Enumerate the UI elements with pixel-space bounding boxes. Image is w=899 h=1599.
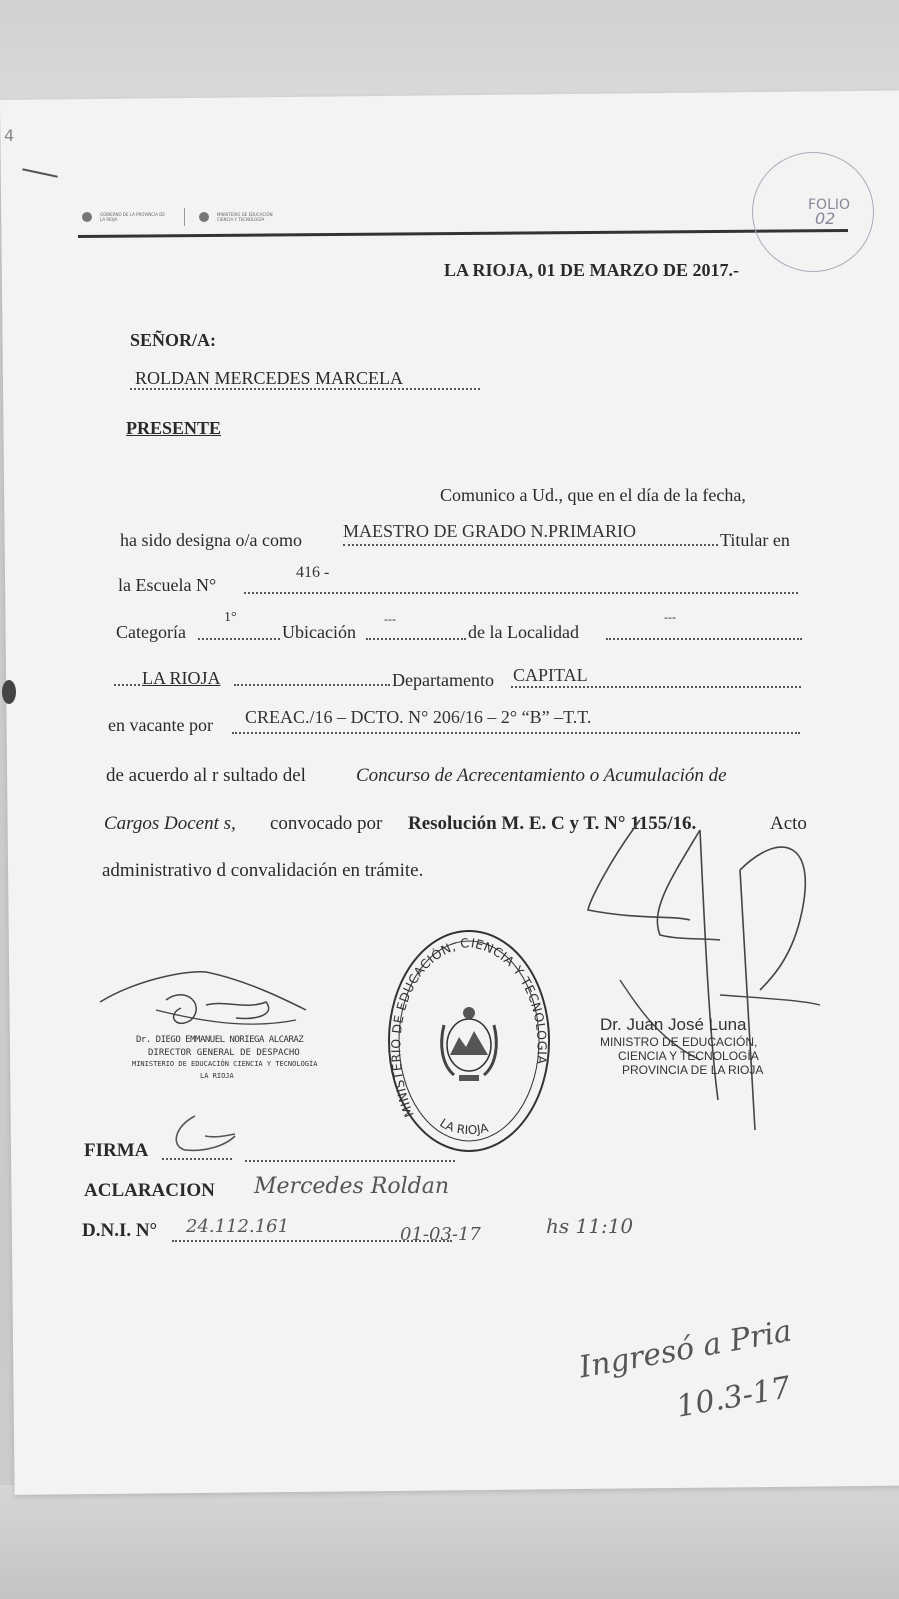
minister-title-3: PROVINCIA DE LA RIOJA [622,1063,764,1077]
letterhead-logos [82,208,287,226]
departamento-dotted-line [511,686,801,688]
ubicacion-label: Ubicación [282,622,356,642]
director-role: DIRECTOR GENERAL DE DESPACHO [148,1048,300,1058]
province-logo-icon [82,212,92,222]
body-line-2-prefix: ha sido designa o/a como [120,530,302,550]
localidad-label: de la Localidad [468,622,579,642]
folio-stamp [752,152,874,272]
minister-signature-block [600,1015,763,1077]
logo-right-text: MINISTERIO DE EDUCACIÓN CIENCIA Y TECNOLOGÍA [217,212,273,222]
document-paper [0,91,899,1495]
city-name: LA RIOJA [142,668,221,688]
minister-signature-strokes [580,800,840,1145]
presente-heading: PRESENTE [126,418,222,438]
punch-hole [2,680,16,704]
director-signature-block [96,960,326,1090]
seal-top-text: MINISTERIO DE EDUCACIÓN, CIENCIA Y TECNOLOGÍA [388,934,550,1120]
body-line-3-prefix: la Escuela N° [118,575,217,595]
minister-title-2: CIENCIA Y TECNOLOGÍA [618,1049,759,1063]
minister-title-1: MINISTRO DE EDUCACIÓN, [600,1035,758,1049]
coat-of-arms-icon [442,1007,497,1081]
cargo-dotted-line [343,544,718,546]
escuela-value: 416 - [296,564,330,581]
receipt-time: hs 11:10 [546,1214,634,1238]
body-line-8b: convocado por [270,813,383,834]
salutation: SEÑOR/A: [130,330,217,350]
recipient-dotted-line [130,388,480,390]
body-line-2-suffix: Titular en [720,530,790,550]
background-bottom [0,1485,899,1599]
body-line-1: Comunico a Ud., que en el día de la fecha, [440,485,746,505]
city-dotted-line-right [234,684,390,686]
svg-text:LA RIOJA [437,1116,490,1137]
categoria-value: 1° [224,610,237,625]
seal-bottom-text: LA RIOJA [437,1115,490,1138]
director-dept: MINISTERIO DE EDUCACIÓN CIENCIA Y TECNOLOGÍA [132,1060,318,1068]
recipient-name: ROLDAN MERCEDES MARCELA [135,368,404,388]
aclaracion-value: Mercedes Roldan [254,1174,450,1199]
director-place: LA RIOJA [200,1072,234,1080]
handwritten-note-line-2: 10.3-17 [673,1370,794,1425]
body-line-8d: Acto [770,813,807,834]
firma-label: FIRMA [84,1140,149,1161]
localidad-dotted-line [606,638,802,640]
recipient-signature-strokes [165,1106,245,1156]
body-line-8a: Cargos Docent s, [104,813,236,834]
logo-left-text: GOBIERNO DE LA PROVINCIA DE LA RIOJA [100,212,165,222]
ministry-logo-icon [199,212,209,222]
body-line-8c: Resolución M. E. C y T. N° 1155/16. [408,813,697,834]
cargo-value: MAESTRO DE GRADO N.PRIMARIO [343,521,637,541]
aclaracion-label: ACLARACION [84,1180,215,1201]
minister-name: Dr. Juan José Luna [600,1015,747,1034]
city-dotted-line-left [114,684,140,686]
escuela-dotted-line [244,592,798,594]
ubicacion-dotted-line [366,638,466,640]
firma-dotted-line-1 [162,1158,232,1160]
dni-value: 24.112.161 [186,1216,290,1237]
date-line: LA RIOJA, 01 DE MARZO DE 2017.- [444,260,740,280]
vacante-value: CREAC./16 – DCTO. N° 206/16 – 2° “B” –T.T. [245,707,592,727]
ubicacion-value: --- [384,612,396,626]
firma-dotted-line-2 [245,1160,455,1162]
vacante-label: en vacante por [108,715,213,735]
director-signature-strokes [96,960,326,1040]
body-line-7b: Concurso de Acrecentamiento o Acumulación de [356,765,727,786]
body-line-9: administrativo d convalidación en trámite. [102,860,424,881]
departamento-label: Departamento [392,670,494,690]
dni-label: D.N.I. N° [82,1220,158,1241]
categoria-label: Categoría [116,622,186,642]
receipt-date: 01-03-17 [400,1224,481,1245]
localidad-value: --- [664,610,676,624]
vacante-dotted-line [232,732,800,734]
director-name: Dr. DIEGO EMMANUEL NORIEGA ALCARAZ [136,1035,304,1045]
departamento-value: CAPITAL [513,665,588,685]
margin-note: 4 [4,126,15,145]
categoria-dotted-line [198,638,280,640]
body-line-7a: de acuerdo al r sultado del [106,765,306,786]
official-seal [384,925,554,1157]
handwritten-note-line-1: Ingresó a Pria [576,1313,795,1386]
logo-separator [184,208,185,226]
folio-label: FOLIO [808,197,851,213]
folio-number: 02 [815,209,836,228]
